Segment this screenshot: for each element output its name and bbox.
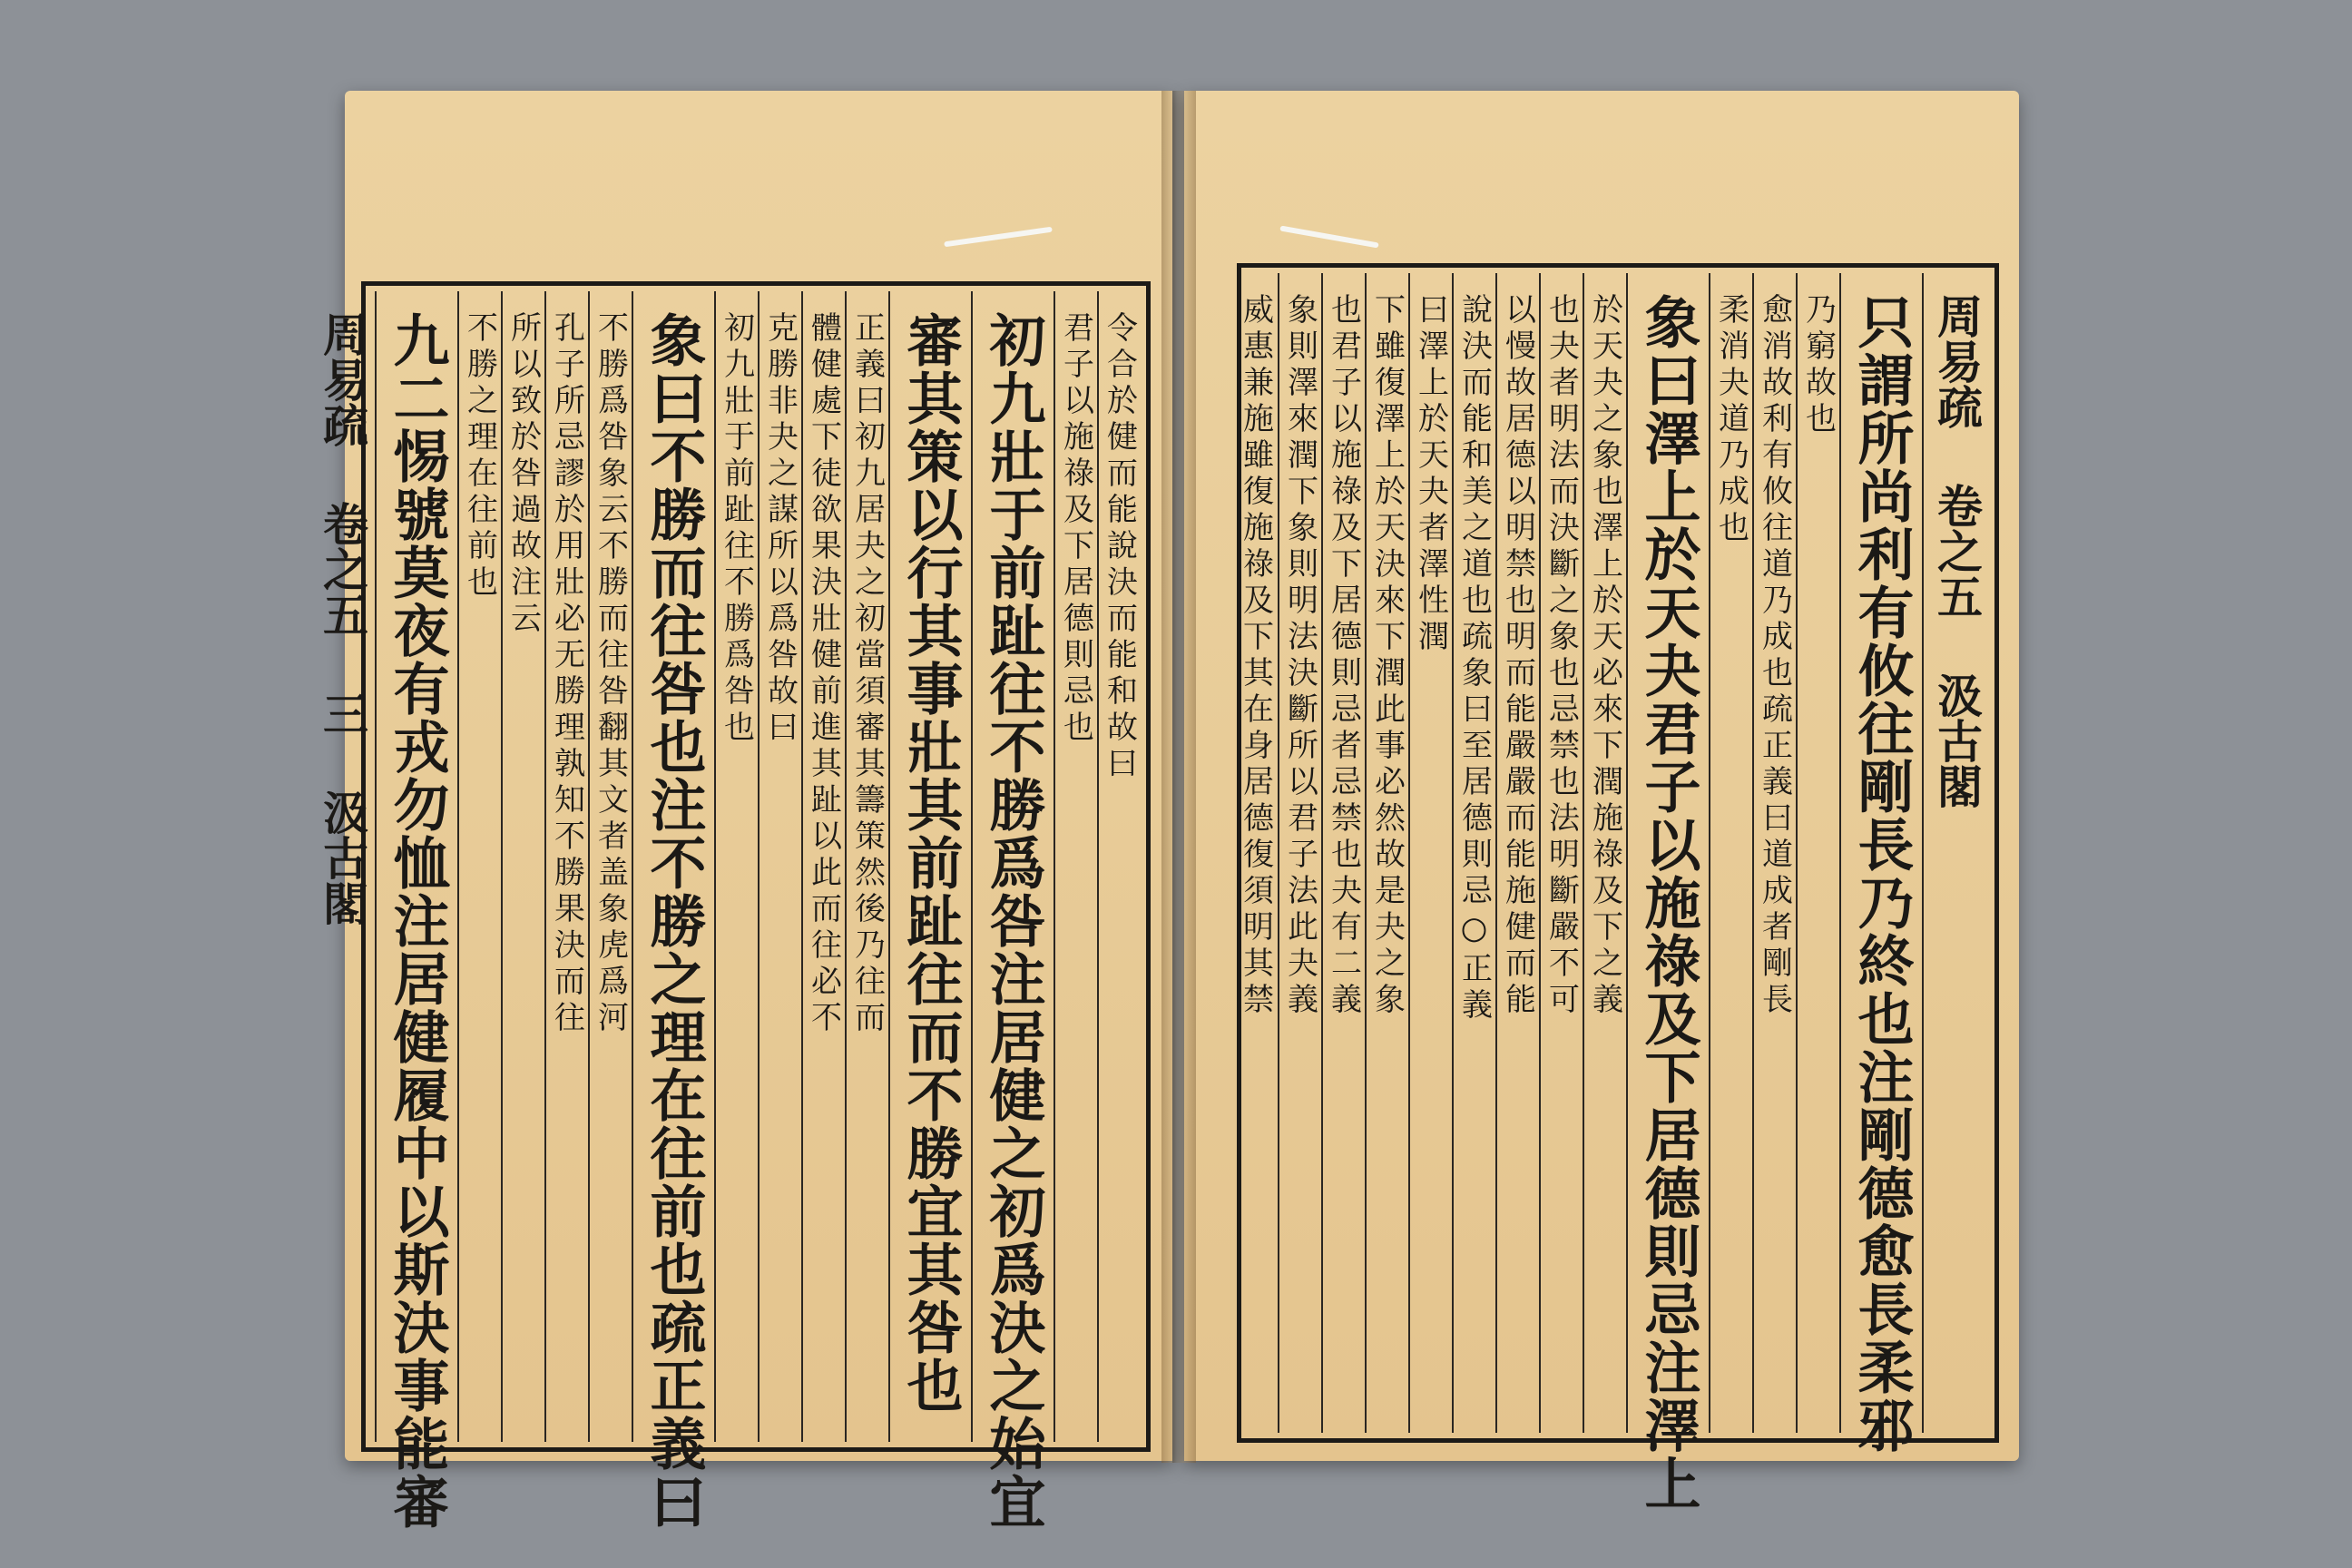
text-column: [1278, 273, 1321, 1433]
text-column: [632, 291, 714, 1531]
text-column: [1452, 273, 1495, 1433]
column-text: 下雖復澤上於天決來下潤此事必然故是夬之象: [1368, 293, 1406, 1019]
left-columns: [316, 291, 1141, 1531]
text-column: [501, 291, 544, 1442]
text-column: [375, 291, 457, 1531]
column-text: 象曰澤上於天夬君子以施祿及下居德則忌注澤上: [1635, 293, 1701, 1513]
column-text: 威惠兼施雖復施祿及下其在身居德復須明其禁: [1237, 293, 1274, 1019]
column-text: 只謂所尚利有攸往剛長乃終也注剛德愈長柔邪: [1848, 293, 1915, 1455]
text-column: [588, 291, 632, 1442]
text-column: [1321, 273, 1365, 1433]
left-text-frame: [316, 281, 1151, 1531]
column-text: 正義曰初九居夬之初當須審其籌策然後乃往而: [848, 311, 886, 1037]
column-text: 說決而能和美之道也疏象曰至居德則忌○正義: [1455, 293, 1493, 1024]
column-text: 九二惕號莫夜有戎勿恤注居健履中以斯決事能審: [384, 311, 450, 1531]
column-text: 不勝之理在往前也: [461, 311, 498, 602]
text-column: [1054, 291, 1097, 1442]
margin-heading-text: 周易疏 卷之五 汲古閣: [1930, 293, 1984, 808]
column-text: 令合於健而能說決而能和故曰: [1101, 311, 1138, 783]
column-text: 體健處下徒欲果決壯健前進其趾以此而往必不: [805, 311, 842, 1037]
text-column: [457, 291, 501, 1442]
text-column: [1752, 273, 1796, 1433]
column-text: 象曰不勝而往咎也注不勝之理在往前也疏正義曰: [641, 311, 707, 1531]
text-column: [1495, 273, 1539, 1433]
column-text: 孔子所忌謬於用壯必无勝理孰知不勝果決而往: [548, 311, 585, 1037]
margin-heading: [309, 291, 375, 1442]
right-text-frame: [1237, 263, 1999, 1513]
column-text: 君子以施祿及下居德則忌也: [1057, 311, 1094, 747]
column-text: 審其策以行其事壯其前趾往而不勝宜其咎也: [897, 311, 964, 1415]
text-column: [1408, 273, 1452, 1433]
text-column: [1839, 273, 1922, 1455]
text-column: [1796, 273, 1839, 1433]
column-text: 初九壯于前趾往不勝爲咎注居健之初爲決之始宜: [980, 311, 1046, 1531]
text-column: [1626, 273, 1709, 1513]
fold-shadow: [1172, 91, 1185, 1463]
margin-heading: [1922, 273, 1989, 1433]
text-column: [845, 291, 888, 1442]
text-column: [1583, 273, 1626, 1433]
column-text: 也君子以施祿及下居德則忌者忌禁也夬有二義: [1325, 293, 1362, 1019]
right-page: [1184, 91, 2019, 1513]
column-text: 初九壯于前趾往不勝爲咎也: [718, 311, 755, 747]
text-column: [1365, 273, 1408, 1433]
text-column: [971, 291, 1054, 1531]
column-text: 於天夬之象也澤上於天必來下潤施祿及下之義: [1586, 293, 1623, 1019]
open-book: [316, 91, 2019, 1531]
column-text: 愈消故利有攸往道乃成也疏正義曰道成者剛長: [1756, 293, 1793, 1019]
right-columns: [1237, 273, 1989, 1513]
text-column: [1539, 273, 1583, 1433]
column-text: 象則澤來潤下象則明法決斷所以君子法此夬義: [1281, 293, 1318, 1019]
text-column: [1097, 291, 1141, 1442]
text-column: [758, 291, 801, 1442]
column-text: 柔消夬道乃成也: [1712, 293, 1749, 547]
text-column: [544, 291, 588, 1442]
column-text: 不勝爲咎象云不勝而往咎翻其文者盖象虎爲河: [592, 311, 629, 1037]
column-text: 克勝非夬之謀所以爲咎故曰: [761, 311, 799, 747]
margin-heading-text: 周易疏 卷之五 三 汲古閣: [316, 311, 369, 926]
left-page: [316, 91, 1172, 1531]
column-text: 乃窮故也: [1799, 293, 1837, 438]
text-column: [1709, 273, 1752, 1433]
column-text: 也夬者明法而決斷之象也忌禁也法明斷嚴不可: [1543, 293, 1580, 1019]
text-column: [888, 291, 971, 1442]
column-text: 所以致於咎過故注云: [505, 311, 542, 638]
text-column: [714, 291, 758, 1442]
column-text: 以慢故居德以明禁也明而能嚴嚴而能施健而能: [1499, 293, 1536, 1019]
text-column: [801, 291, 845, 1442]
column-text: 曰澤上於天夬者澤性潤: [1412, 293, 1449, 656]
text-column: [1234, 273, 1278, 1433]
